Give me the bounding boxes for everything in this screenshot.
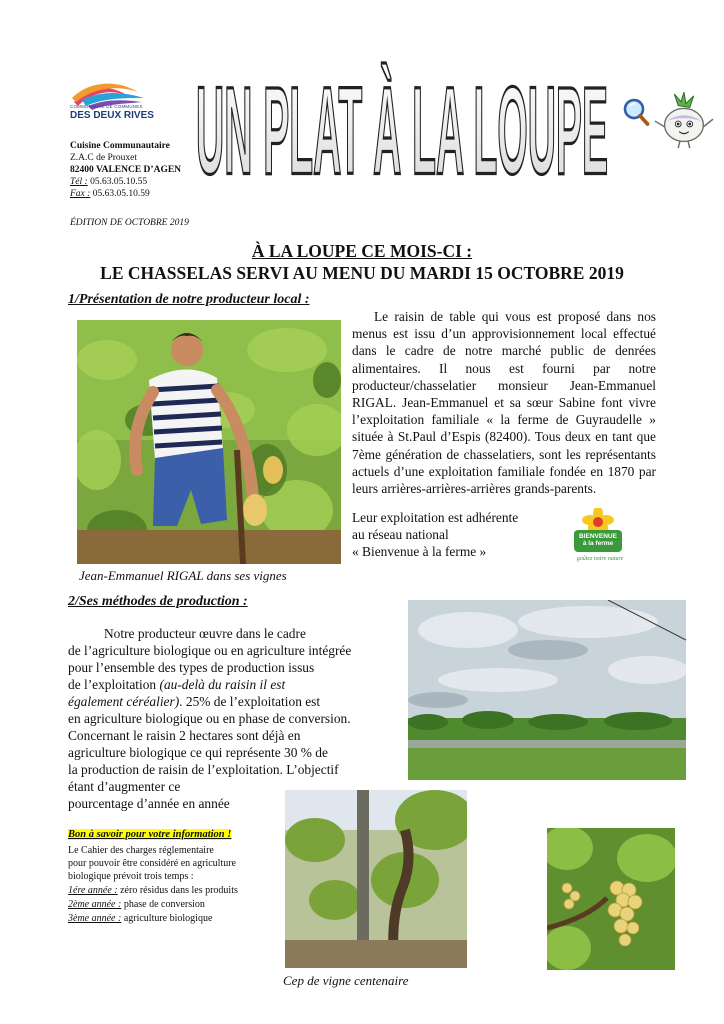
- s2-line-6: en agriculture biologique ou en phase de conversion.: [68, 711, 351, 726]
- info-year-1-label: 1ére année :: [68, 885, 118, 896]
- s2-line-3: pour l’ensemble des types de production issus: [68, 660, 315, 675]
- vine-trunk-photo: [285, 790, 467, 968]
- logo-subtitle: COMMUNAUTÉ DE COMMUNES: [70, 104, 143, 109]
- s2-line-7: Concernant le raisin 2 hectares sont déjà en: [68, 728, 301, 743]
- s2-line-5-italic: également céréalier): [68, 694, 180, 709]
- fax-label: Fax :: [70, 189, 91, 199]
- s2-line-2: de l’agriculture biologique ou en agriculture intégrée: [68, 643, 352, 658]
- producer-photo: [77, 320, 341, 564]
- title-text: UN PLAT À LA LOUPE: [196, 62, 608, 201]
- network-line-3: « Bienvenue à la ferme »: [352, 544, 487, 559]
- section-2-title: 2/Ses méthodes de production :: [68, 594, 248, 609]
- edition-date: ÉDITION DE OCTOBRE 2019: [70, 218, 189, 228]
- bienvenue-ferme-logo: [568, 508, 632, 568]
- vineyard-photo: [408, 600, 686, 780]
- headline-line-1: À LA LOUPE CE MOIS-CI :: [251, 241, 473, 261]
- info-year-3-text: agriculture biologique: [123, 913, 213, 924]
- info-year-1-text: zéro résidus dans les produits: [120, 885, 238, 896]
- section-1-title: 1/Présentation de notre producteur local :: [68, 292, 310, 307]
- badge-line-1: BIENVENUE: [579, 533, 617, 540]
- turnip-mascot-icon: [648, 92, 718, 154]
- headline-line-2: LE CHASSELAS SERVI AU MENU DU MARDI 15 OCTOBRE 2019: [100, 263, 624, 283]
- fax-number: 05.63.05.10.59: [92, 189, 150, 199]
- s2-line-1: Notre producteur œuvre dans le cadre: [104, 626, 306, 641]
- info-year-2-text: phase de conversion: [123, 899, 205, 910]
- info-line-3: biologique prévoit trois temps :: [68, 871, 194, 882]
- fax: [70, 188, 150, 200]
- s2-line-10: étant d’augmenter ce: [68, 779, 181, 794]
- address-line-2: 82400 VALENCE D’AGEN: [70, 165, 182, 175]
- logo-name: DES DEUX RIVES: [70, 110, 154, 121]
- org-name: Cuisine Communautaire: [70, 141, 170, 151]
- s2-line-5-text: . 25% de l’exploitation est: [179, 694, 321, 709]
- info-year-3: [68, 913, 212, 925]
- info-year-1: [68, 885, 238, 897]
- badge-tagline: goûtez notre nature: [576, 556, 624, 562]
- s2-line-5: [68, 693, 320, 710]
- phone: [70, 176, 147, 188]
- s2-line-4-italic: (au-delà du raisin il est: [159, 677, 286, 692]
- info-title: [68, 829, 231, 840]
- s2-line-4-text: de l’exploitation: [68, 677, 157, 692]
- phone-number: 05.63.05.10.55: [90, 177, 148, 187]
- info-line-2: pour pouvoir être considéré en agriculture: [68, 858, 236, 869]
- title-word-art: [196, 52, 616, 226]
- producer-photo-caption: Jean-Emmanuel RIGAL dans ses vignes: [79, 568, 287, 583]
- s2-line-11: pourcentage d’année en année: [68, 796, 230, 811]
- vine-trunk-caption: Cep de vigne centenaire: [283, 973, 409, 988]
- address-line-1: Z.A.C de Prouxet: [70, 153, 138, 163]
- phone-label: Tél :: [70, 177, 88, 187]
- s2-line-8: agriculture biologique ce qui représente 30 % de: [68, 745, 328, 760]
- s2-line-4: [68, 676, 285, 693]
- info-title-text: Bon à savoir pour votre information !: [68, 829, 232, 840]
- grapes-photo: [547, 828, 675, 970]
- info-year-3-label: 3ème année :: [68, 913, 122, 924]
- network-line-2: au réseau national: [352, 527, 449, 542]
- info-line-1: Le Cahier des charges réglementaire: [68, 845, 214, 856]
- section-1-paragraph: Le raisin de table qui vous est proposé dans nos menus est issu d’un approvisionnement local effectué dans le cadre de notre marché public de denrées alimentaires. Il nous est fourni par notre producteur/chasselatier monsieur Jean-Emmanuel RIGAL. Jean-Emmanuel et sa sœur Sabine font vivre l’exploitation familiale « la ferme de Guyraudelle » située à St.Paul d’Espis (82400). Tous deux en tant que 7ème génération de chasselatiers, sont les représentants actuels d’une exploitation familiale fondée en 1870 par leurs arrières-arrières-arrières grands-parents.: [352, 309, 656, 497]
- s2-line-9: la production de raisin de l’exploitation. L’objectif: [68, 762, 339, 777]
- info-year-2: [68, 899, 205, 911]
- badge-line-2: à la ferme: [582, 540, 614, 547]
- info-year-2-label: 2ème année :: [68, 899, 122, 910]
- network-line-1: Leur exploitation est adhérente: [352, 510, 519, 525]
